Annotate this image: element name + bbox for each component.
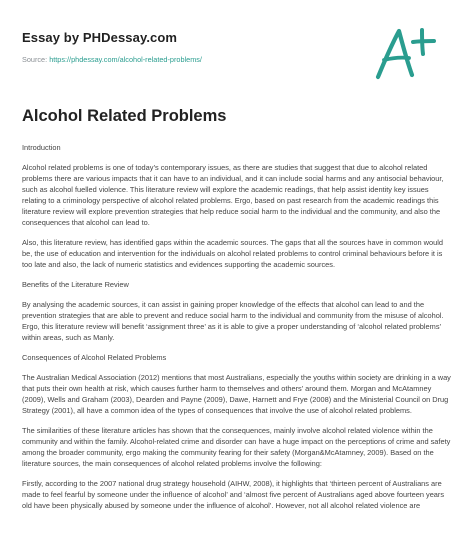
paragraph: By analysing the academic sources, it can assist in gaining proper knowledge of the effects that alcohol can lead to and the prevention strategies that are able to prevent and reduce social harm to the individual and community from the misuse of alcohol. Ergo, this literature review will benefit ‘assignment three’ as it is able to give a proper understanding of ‘alcohol related problems’ within areas, such as Manly.	[22, 300, 444, 342]
section-heading: Benefits of the Literature Review	[22, 280, 129, 289]
essay-body	[22, 142, 454, 511]
essay-content	[22, 106, 454, 520]
paragraph: Also, this literature review, has identified gaps within the academic sources. The gaps that all the sources have in common would be, the use of education and intervention for the individuals on alcohol related problems to control criminal behaviours before it is too late and also, the lack of numeric statistics and evidences supporting the academic sources.	[22, 238, 443, 269]
paragraph: Alcohol related problems is one of today’s contemporary issues, as there are studies that suggest that due to alcohol related problems there are various impacts that it can have to an individual, and it can include social harms and any antisocial behaviour, such as alcohol fuelled violence. This literature review will explore the academic readings, that help assist identity key issues relating to a criminology perspective of alcohol related problems. Ergo, based on past research from the academic readings this literature review will explore prevention strategies that help reduce social harm to the individual and the community, and also the consequences that alcohol can lead to.	[22, 163, 444, 227]
paragraph: Firstly, according to the 2007 national drug strategy household (AIHW, 2008), it highlights that ‘thirteen percent of Australians are made to feel fearful by someone under the influence of alcohol’ and ‘almost five percent of Australians aged above fourteen years old have been physically abused by someone under the influence of alcohol’. However, not all alcohol related violence are	[22, 479, 445, 510]
paragraph: The Australian Medical Association (2012) mentions that most Australians, especially the youths within society are drinking in a way that puts their own health at risk, which causes further harm to themselves and others’ around them. Morgan and McAtamney (2009), Wells and Graham (2003), Dearden and Payne (2009), Dawe, Harnett and Frye (2008) and the Ministerial Council on Drug Strategy (2001), all have a common idea of the types of consequences that involve the use of alcohol related problems.	[22, 373, 451, 415]
logo-letter-a-stroke	[378, 31, 412, 77]
page-header	[22, 30, 362, 65]
source-line	[22, 55, 362, 65]
a-plus-grade-icon	[368, 22, 438, 84]
paragraph: The similarities of these literature articles has shown that the consequences, mainly involve alcohol related violence within the community and within the family. Alcohol-related crime and disorder can have a huge impact on the perceptions of crime and safety among the broader community, ergo making the community fearing for their safety (Morgan&McAtamney, 2009). Based on the literature sources, the main consequences of alcohol related problems involve the following:	[22, 426, 451, 468]
section-heading: Introduction	[22, 143, 61, 152]
site-title: Essay by PHDessay.com	[22, 30, 178, 45]
source-label: Source:	[22, 55, 50, 64]
section-heading: Consequences of Alcohol Related Problems	[22, 353, 167, 362]
essay-title: Alcohol Related Problems	[22, 107, 227, 125]
source-link[interactable]: https://phdessay.com/alcohol-related-problems/	[49, 55, 202, 64]
bottom-fade-overlay	[0, 519, 474, 553]
logo-plus-horizontal	[413, 41, 434, 42]
